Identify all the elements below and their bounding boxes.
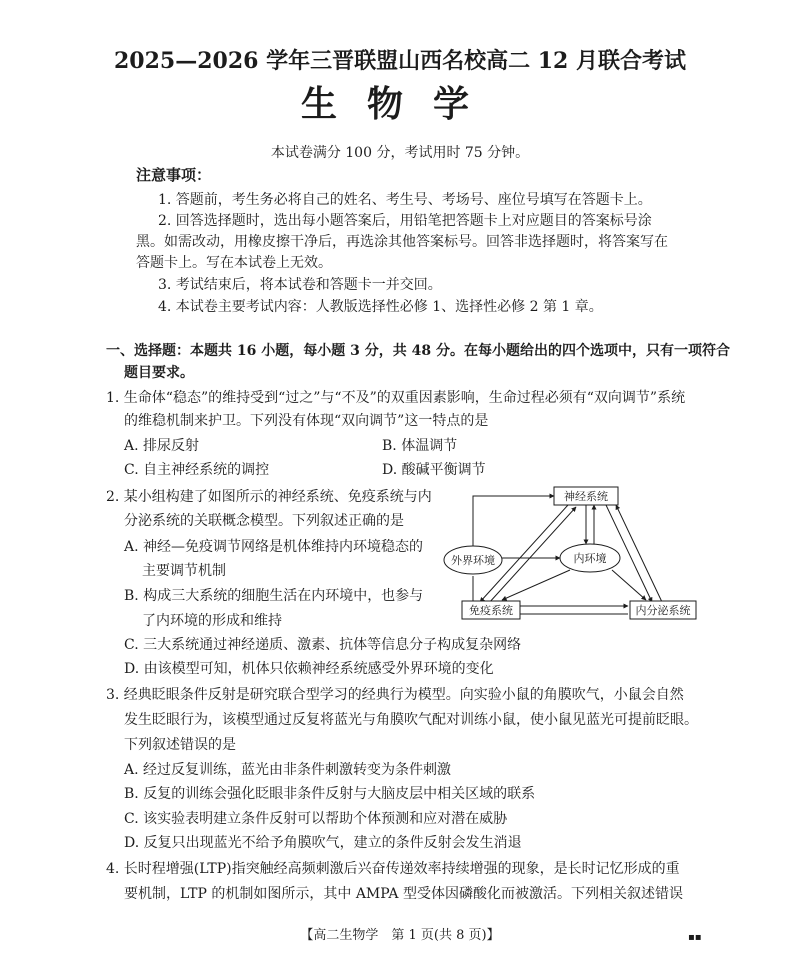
arrow-internal-to-immune	[502, 570, 570, 600]
q2-option-b-cont: 了内环境的形成和维持	[142, 613, 282, 629]
section-heading: 一、选择题：本题共 16 小题，每小题 3 分，共 48 分。在每小题给出的四个选项中，只有一项符合	[106, 343, 730, 359]
section-heading-cont: 题目要求。	[124, 365, 194, 381]
arrow-external-to-nervous	[473, 496, 554, 546]
exam-info: 本试卷满分 100 分，考试用时 75 分钟。	[270, 145, 530, 161]
node-internal-label: 内环境	[573, 552, 607, 565]
q1-option-c: C. 自主神经系统的调控	[124, 462, 270, 478]
q1-option-a: A. 排尿反射	[124, 438, 200, 454]
note-line: 2. 回答选择题时，选出每小题答案后，用铅笔把答题卡上对应题目的答案标号涂	[158, 213, 652, 229]
q1-option-d: D. 酸碱平衡调节	[382, 462, 486, 478]
q3-stem: 3. 经典眨眼条件反射是研究联合型学习的经典行为模型。向实验小鼠的角膜吹气，小鼠会自然	[106, 687, 684, 703]
arrow-internal-to-endocrine	[612, 570, 646, 600]
q2-option-a-cont: 主要调节机制	[142, 563, 226, 579]
note-line: 3. 考试结束后，将本试卷和答题卡一并交回。	[158, 277, 442, 293]
q4-stem: 4. 长时程增强(LTP)指突触经高频刺激后兴奋传递效率持续增强的现象，是长时记忆形成的重	[106, 861, 680, 877]
q3-option-b: B. 反复的训练会强化眨眼非条件反射与大脑皮层中相关区域的联系	[124, 786, 536, 802]
note-line: 1. 答题前，考生务必将自己的姓名、考生号、考场号、座位号填写在答题卡上。	[158, 192, 652, 208]
arrow-endocrine-to-nervous	[616, 505, 662, 602]
note-line: 黑。如需改动，用橡皮擦干净后，再选涂其他答案标号。回答非选择题时，将答案写在	[136, 234, 668, 250]
node-endocrine-label: 内分泌系统	[635, 604, 691, 617]
q1-stem: 1. 生命体“稳态”的维持受到“过之”与“不及”的双重因素影响，生命过程必须有“双向调节”系统	[106, 390, 686, 406]
q1-option-b: B. 体温调节	[382, 438, 458, 454]
q4-stem-cont: 要机制，LTP 的机制如图所示，其中 AMPA 型受体因磷酸化而被激活。下列相关叙述错误	[124, 886, 683, 902]
note-line: 4. 本试卷主要考试内容：人教版选择性必修 1、选择性必修 2 第 1 章。	[158, 299, 603, 315]
subject-title: 生物学	[300, 83, 499, 125]
note-line: 答题卡上。写在本试卷上无效。	[136, 255, 332, 271]
node-immune-label: 免疫系统	[469, 604, 513, 617]
q1-stem-cont: 的维稳机制来护卫。下列没有体现“双向调节”这一特点的是	[124, 413, 489, 429]
q3-option-a: A. 经过反复训练，蓝光由非条件刺激转变为条件刺激	[124, 762, 452, 778]
concept-model-diagram	[436, 478, 706, 628]
q3-option-d: D. 反复只出现蓝光不给予角膜吹气，建立的条件反射会发生消退	[124, 835, 522, 851]
q3-option-c: C. 该实验表明建立条件反射可以帮助个体预测和应对潜在威胁	[124, 811, 508, 827]
node-nervous-label: 神经系统	[564, 490, 608, 503]
q2-stem-cont: 分泌系统的关联概念模型。下列叙述正确的是	[124, 513, 404, 529]
exam-title: 2025—2026 学年三晋联盟山西名校高二 12 月联合考试	[113, 48, 687, 74]
page-footer: 【高二生物学 第 1 页(共 8 页)】	[300, 928, 500, 943]
node-external-label: 外界环境	[451, 554, 495, 567]
corner-mark: ▪▪	[688, 932, 702, 943]
q3-stem-cont: 发生眨眼行为，该模型通过反复将蓝光与角膜吹气配对训练小鼠，使小鼠见蓝光可提前眨眼。	[124, 712, 698, 728]
notes-title: 注意事项：	[136, 166, 212, 184]
q2-option-a: A. 神经—免疫调节网络是机体维持内环境稳态的	[124, 539, 424, 555]
q2-option-b: B. 构成三大系统的细胞生活在内环境中，也参与	[124, 588, 424, 604]
q2-option-d: D. 由该模型可知，机体只依赖神经系统感受外界环境的变化	[124, 661, 494, 677]
q2-option-c: C. 三大系统通过神经递质、激素、抗体等信息分子构成复杂网络	[124, 637, 522, 653]
q2-stem: 2. 某小组构建了如图所示的神经系统、免疫系统与内	[106, 489, 432, 505]
q3-stem-cont: 下列叙述错误的是	[124, 737, 236, 753]
